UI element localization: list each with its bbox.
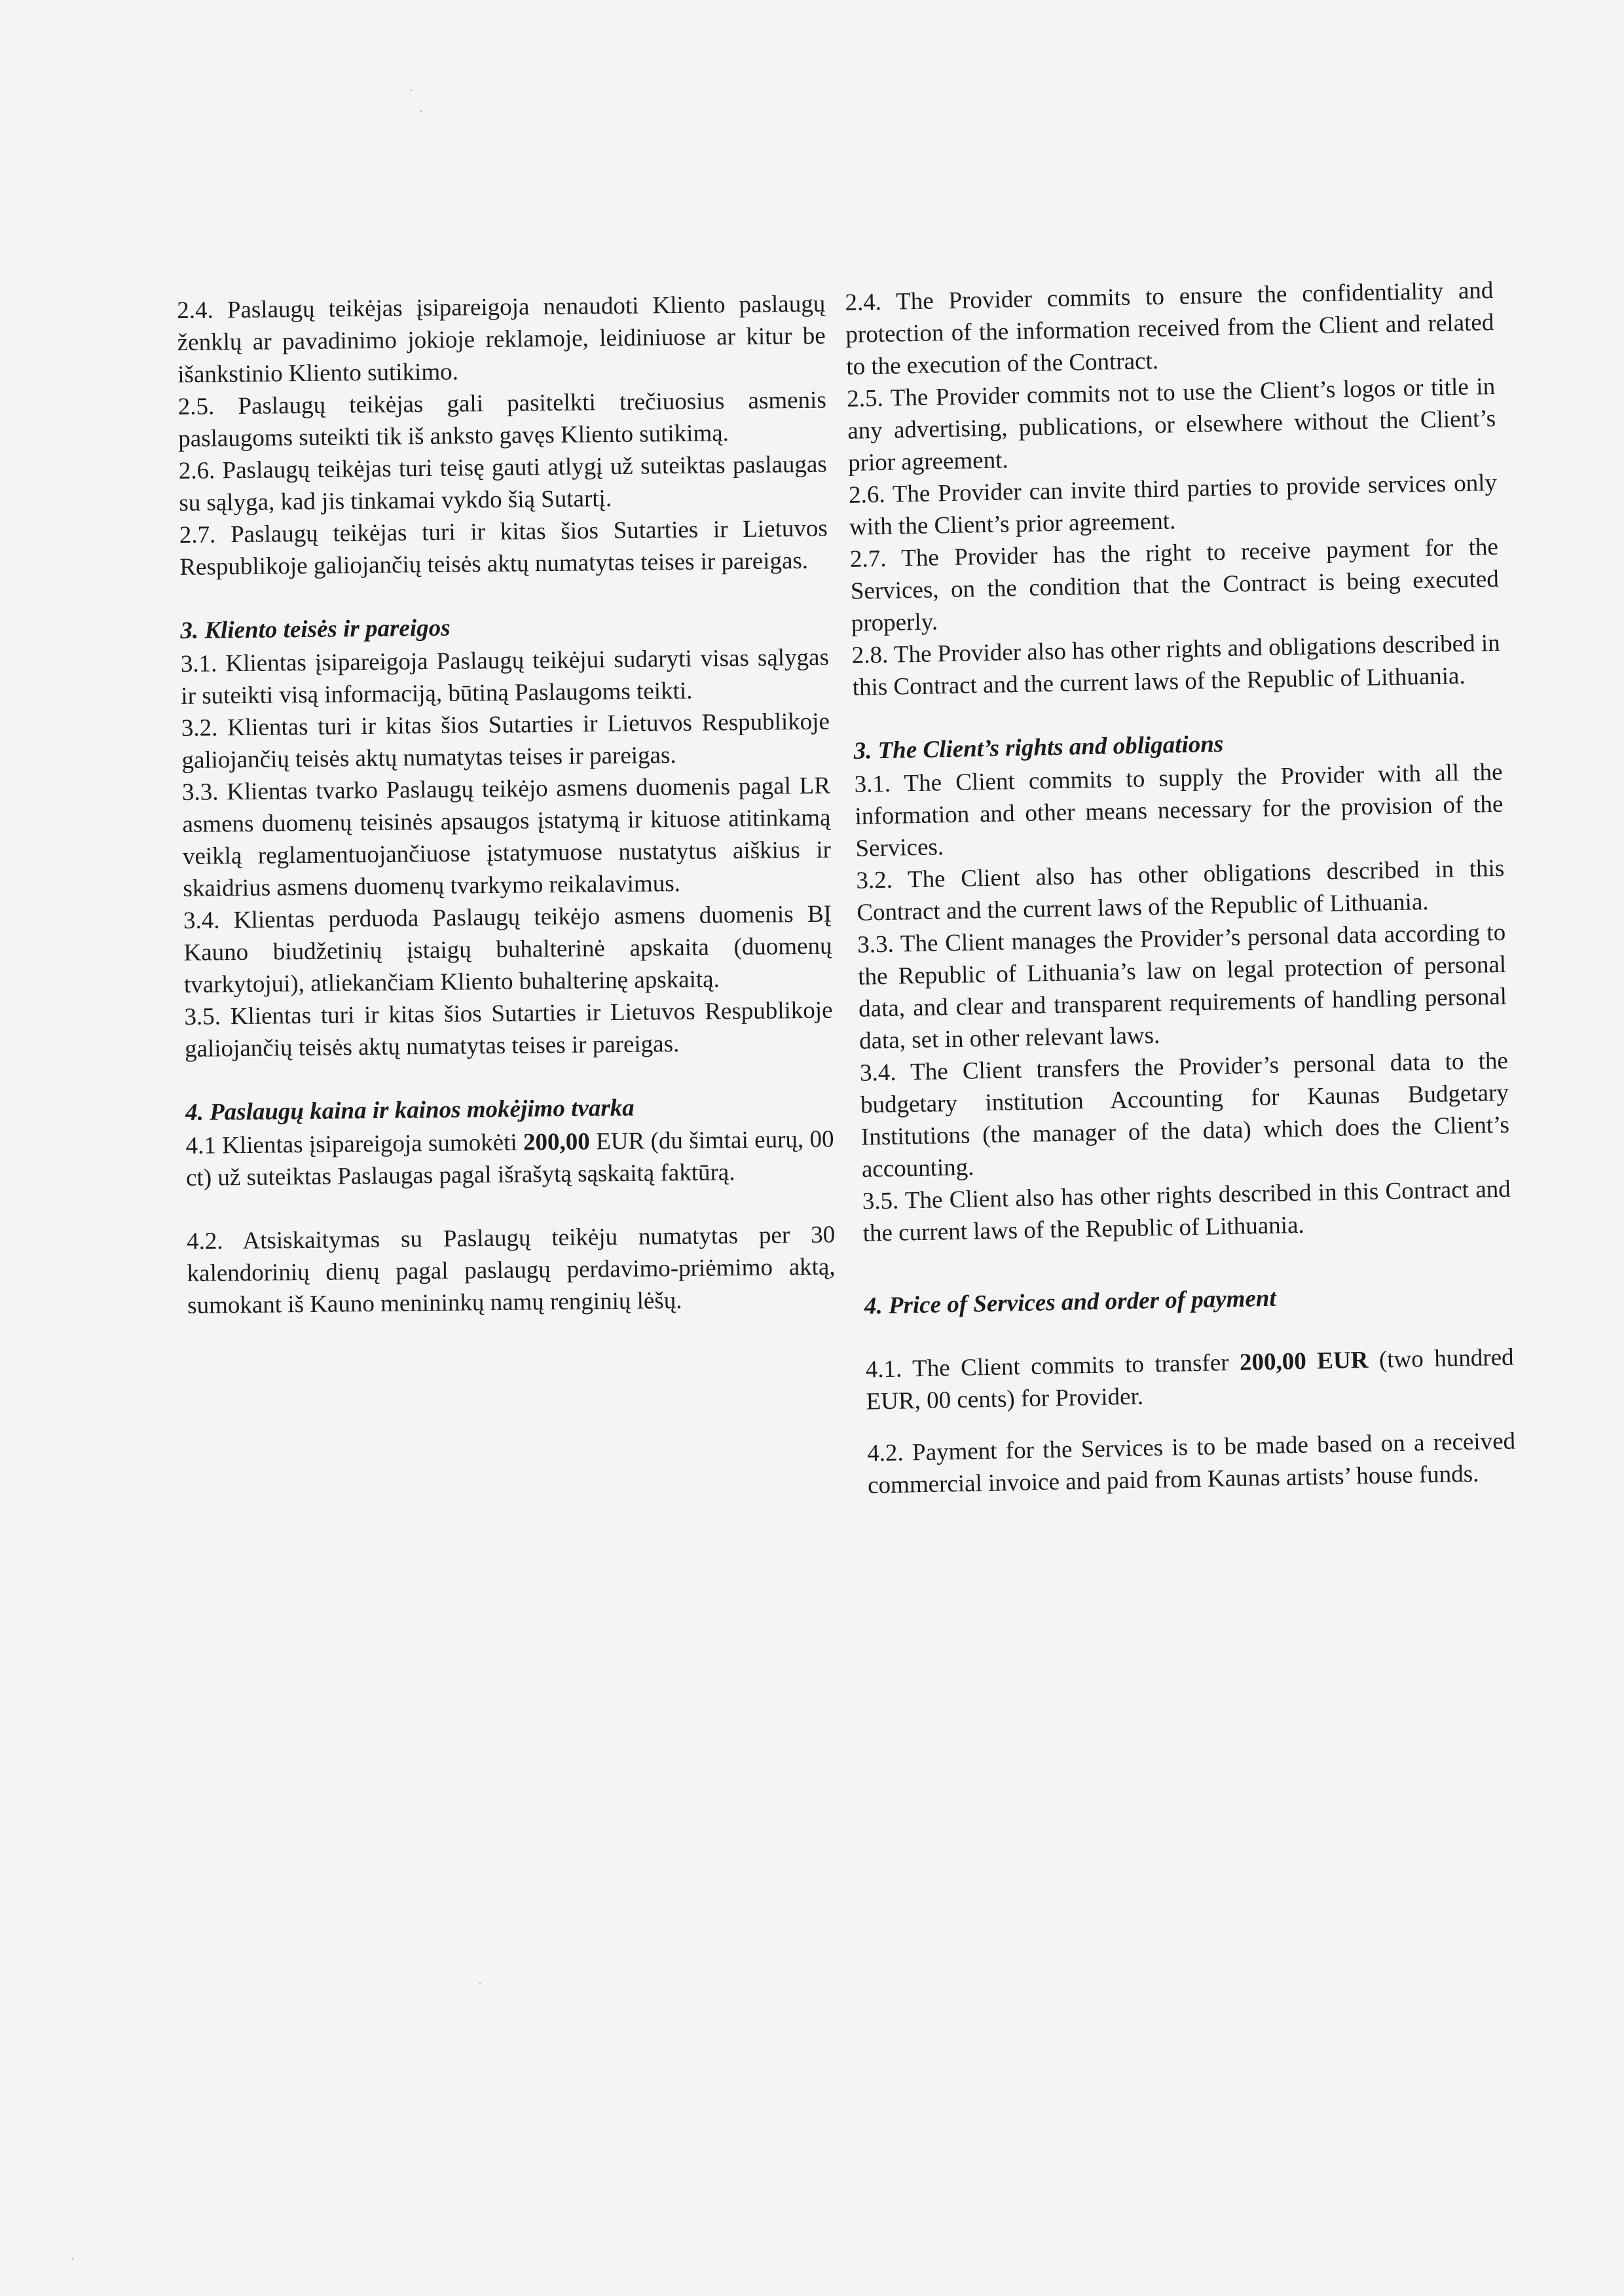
clause-4-1-en [865, 1341, 1515, 1418]
clause-3-4-lt: 3.4. Klientas perduoda Paslaugų teikėjo asmens duomenis BĮ Kauno biudžetinių įstaigų buhalterinė apskaita (duomenų tvarkytojui), atliekančiam Kliento buhalterinę apskaitą. [183, 900, 832, 998]
scan-speck: · [409, 84, 413, 97]
clause-2-6-lt: 2.6. Paslaugų teikėjas turi teisę gauti atlygį už suteiktas paslaugas su sąlyga, kad jis tinkamai vykdo šią Sutartį. [178, 450, 827, 517]
clause-2-4-lt: 2.4. Paslaugų teikėjas įsipareigoja nenaudoti Kliento paslaugų ženklų ar pavadinimo jokioje reklamoje, leidiniuose ar kitur be išankstinio Kliento sutikimo. [177, 290, 826, 388]
clause-3-5-lt: 3.5. Klientas turi ir kitas šios Sutarties ir Lietuvos Respublikoje galiojančių teisės aktų numatytas teises ir pareigas. [184, 996, 833, 1063]
clause-2-7-en: 2.7. The Provider has the right to receive payment for the Services, on the condition that the Contract is being executed properly. [849, 533, 1500, 637]
clause-4-1-en-amount: 200,00 EUR [1239, 1346, 1369, 1376]
clause-4-1-lt [185, 1123, 834, 1194]
clause-2-5-lt: 2.5. Paslaugų teikėjas gali pasitelkti trečiuosius asmenis paslaugoms suteikti tik iš anksto gavęs Kliento sutikimą. [177, 386, 826, 452]
section-3-heading-en: 3. The Client’s rights and obligations [853, 731, 1224, 765]
lithuanian-column [177, 288, 836, 1322]
scan-speck: · [419, 105, 423, 118]
clause-3-3-lt: 3.3. Klientas tvarko Paslaugų teikėjo asmens duomenis pagal LR asmens duomenų teisinės apsaugos įstatymą ir kituose atitinkamą veiklą reglamentuojančiuose įstatymuose nustatytus aiškius ir skaidrius asmens duomenų tvarkymo reikalavimus. [181, 772, 832, 902]
clause-4-1-lt-text-b: EUR (du šimtai eurų, 00 ct) už suteiktas Paslaugas pagal išrašytą sąskaitą faktūrą. [185, 1125, 834, 1192]
clause-4-1-en-text-b: (two hundred EUR, 00 cents) for Provider. [866, 1343, 1514, 1415]
section-4-heading-lt: 4. Paslaugų kaina ir kainos mokėjimo tvarka [185, 1094, 635, 1126]
scan-speck: · [71, 2252, 75, 2265]
clause-3-1-en: 3.1. The Client commits to supply the Provider with all the information and other means necessary for the provision of the Services. [854, 758, 1504, 862]
clause-4-2-en: 4.2. Payment for the Services is to be made based on a received commercial invoice and paid from Kaunas artists’ house funds. [866, 1427, 1516, 1499]
section-3-heading-lt: 3. Kliento teisės ir pareigos [180, 614, 451, 644]
clause-3-5-en: 3.5. The Client also has other rights described in this Contract and the current laws of the Republic of Lithuania. [862, 1175, 1511, 1247]
clause-3-3-en: 3.3. The Client manages the Provider’s personal data according to the Republic of Lithuania’s law on legal protection of personal data, and clear and transparent requirements of handling personal data, set in other relevant laws. [857, 919, 1507, 1055]
clause-3-4-en: 3.4. The Client transfers the Provider’s personal data to the budgetary institution Accounting for Kaunas Budgetary Institutions (the manager of the data) which does the Client’s accounting. [859, 1047, 1510, 1183]
scan-speck: · [478, 1977, 482, 1990]
clause-3-1-lt: 3.1. Klientas įsipareigoja Paslaugų teikėjui sudaryti visas sąlygas ir suteikti visą informaciją, būtiną Paslaugoms teikti. [180, 644, 830, 710]
clause-2-5-en: 2.5. The Provider commits not to use the Client’s logos or title in any advertising, publications, or elsewhere without the Client’s prior agreement. [846, 373, 1496, 477]
clause-3-2-lt: 3.2. Klientas turi ir kitas šios Sutarties ir Lietuvos Respublikoje galiojančių teisės aktų numatytas teises ir pareigas. [181, 708, 830, 774]
clause-4-1-en-text-a: 4.1. The Client commits to transfer [865, 1349, 1240, 1383]
clause-2-4-en: 2.4. The Provider commits to ensure the confidentiality and protection of the information received from the Client and related to the execution of the Contract. [845, 276, 1494, 380]
clause-2-7-lt: 2.7. Paslaugų teikėjas turi ir kitas šios Sutarties ir Lietuvos Respublikoje galiojančių teisės aktų numatytas teises ir pareigas. [179, 515, 828, 581]
section-4-heading-en: 4. Price of Services and order of payment [864, 1285, 1277, 1320]
clause-4-1-lt-amount: 200,00 [523, 1128, 591, 1156]
clause-4-2-lt: 4.2. Atsiskaitymas su Paslaugų teikėju numatytas per 30 kalendorinių dienų pagal paslaugų perdavimo-priėmimo aktą, sumokant iš Kauno menininkų namų renginių lėšų. [186, 1221, 836, 1319]
clause-4-1-lt-text-a: 4.1 Klientas įsipareigoja sumokėti [185, 1129, 524, 1159]
clause-2-6-en: 2.6. The Provider can invite third parties to provide services only with the Client’s prior agreement. [848, 469, 1498, 541]
english-column [845, 274, 1516, 1502]
clause-2-8-en: 2.8. The Provider also has other rights and obligations described in this Contract and the current laws of the Republic of Lithuania. [851, 629, 1501, 701]
clause-3-2-en: 3.2. The Client also has other obligations described in this Contract and the current laws of the Republic of Lithuania. [856, 854, 1505, 926]
